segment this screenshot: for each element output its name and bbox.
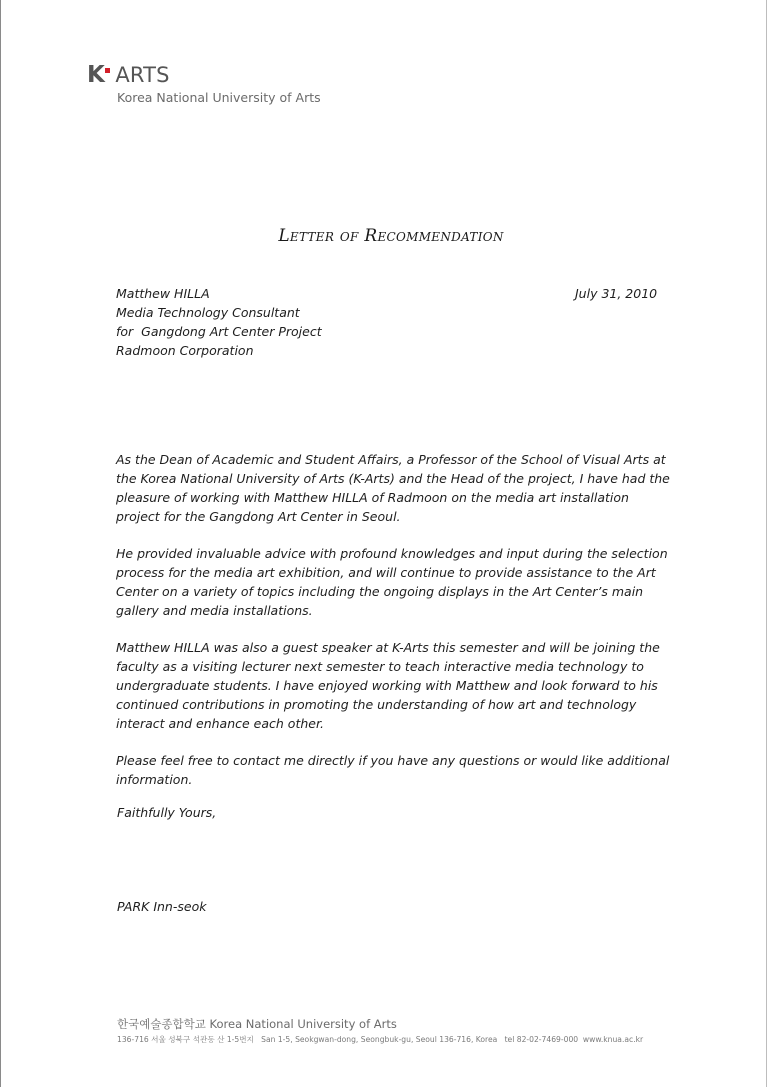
page-edge-left (0, 0, 1, 1087)
footer-org-name: 한국예술종합학교 Korea National University of Arts (117, 1017, 397, 1031)
recipient-project: for Gangdong Art Center Project (116, 324, 322, 339)
recipient-block (116, 284, 322, 360)
body-paragraph: Matthew HILLA was also a guest speaker at K-Arts this semester and will be joining the faculty as a visiting lecturer next semester to teach interactive media technology to undergraduate students. I have enjoyed working with Matthew and look forward to his continued contributions in promoting the understanding of how art and technology interact and enhance each other. (116, 640, 660, 731)
recipient-company: Radmoon Corporation (116, 343, 254, 358)
recipient-role: Media Technology Consultant (116, 305, 300, 320)
logo-arts-word: ARTS (115, 63, 170, 87)
logo-k-letter: K (87, 62, 105, 88)
closing-salutation: Faithfully Yours, (117, 805, 217, 820)
body-paragraph: As the Dean of Academic and Student Affairs, a Professor of the School of Visual Arts at the Korea National University of Arts (K-Arts) and the Head of the project, I have had the pleasure of working with Matthew HILLA of Radmoon on the media art installation project for the Gangdong Art Center in Seoul. (116, 452, 670, 524)
body-paragraph: He provided invaluable advice with profound knowledges and input during the selection process for the media art exhibition, and will continue to provide assistance to the Art Center on a variety of topics including the ongoing displays in the Art Center’s main gallery and media installations. (116, 546, 668, 618)
letter-title: Letter of Recommendation (278, 226, 504, 246)
letter-body (116, 450, 676, 807)
footer-address: 136-716 서울 성북구 석관동 산 1-5번지 San 1-5, Seokgwan-dong, Seongbuk-gu, Seoul 136-716, Korea tel 82-02-7469-000 www.knua.ac.kr (117, 1035, 644, 1044)
signer-name: PARK Inn-seok (117, 899, 207, 914)
recipient-name: Matthew HILLA (116, 286, 210, 301)
body-paragraph: Please feel free to contact me directly if you have any questions or would like additional information. (116, 753, 670, 787)
letter-date: July 31, 2010 (575, 286, 658, 301)
page-edge-right (766, 0, 767, 1087)
letterhead-org-name: Korea National University of Arts (117, 90, 321, 105)
karts-logo (87, 62, 170, 88)
logo-red-square-icon (105, 68, 110, 73)
